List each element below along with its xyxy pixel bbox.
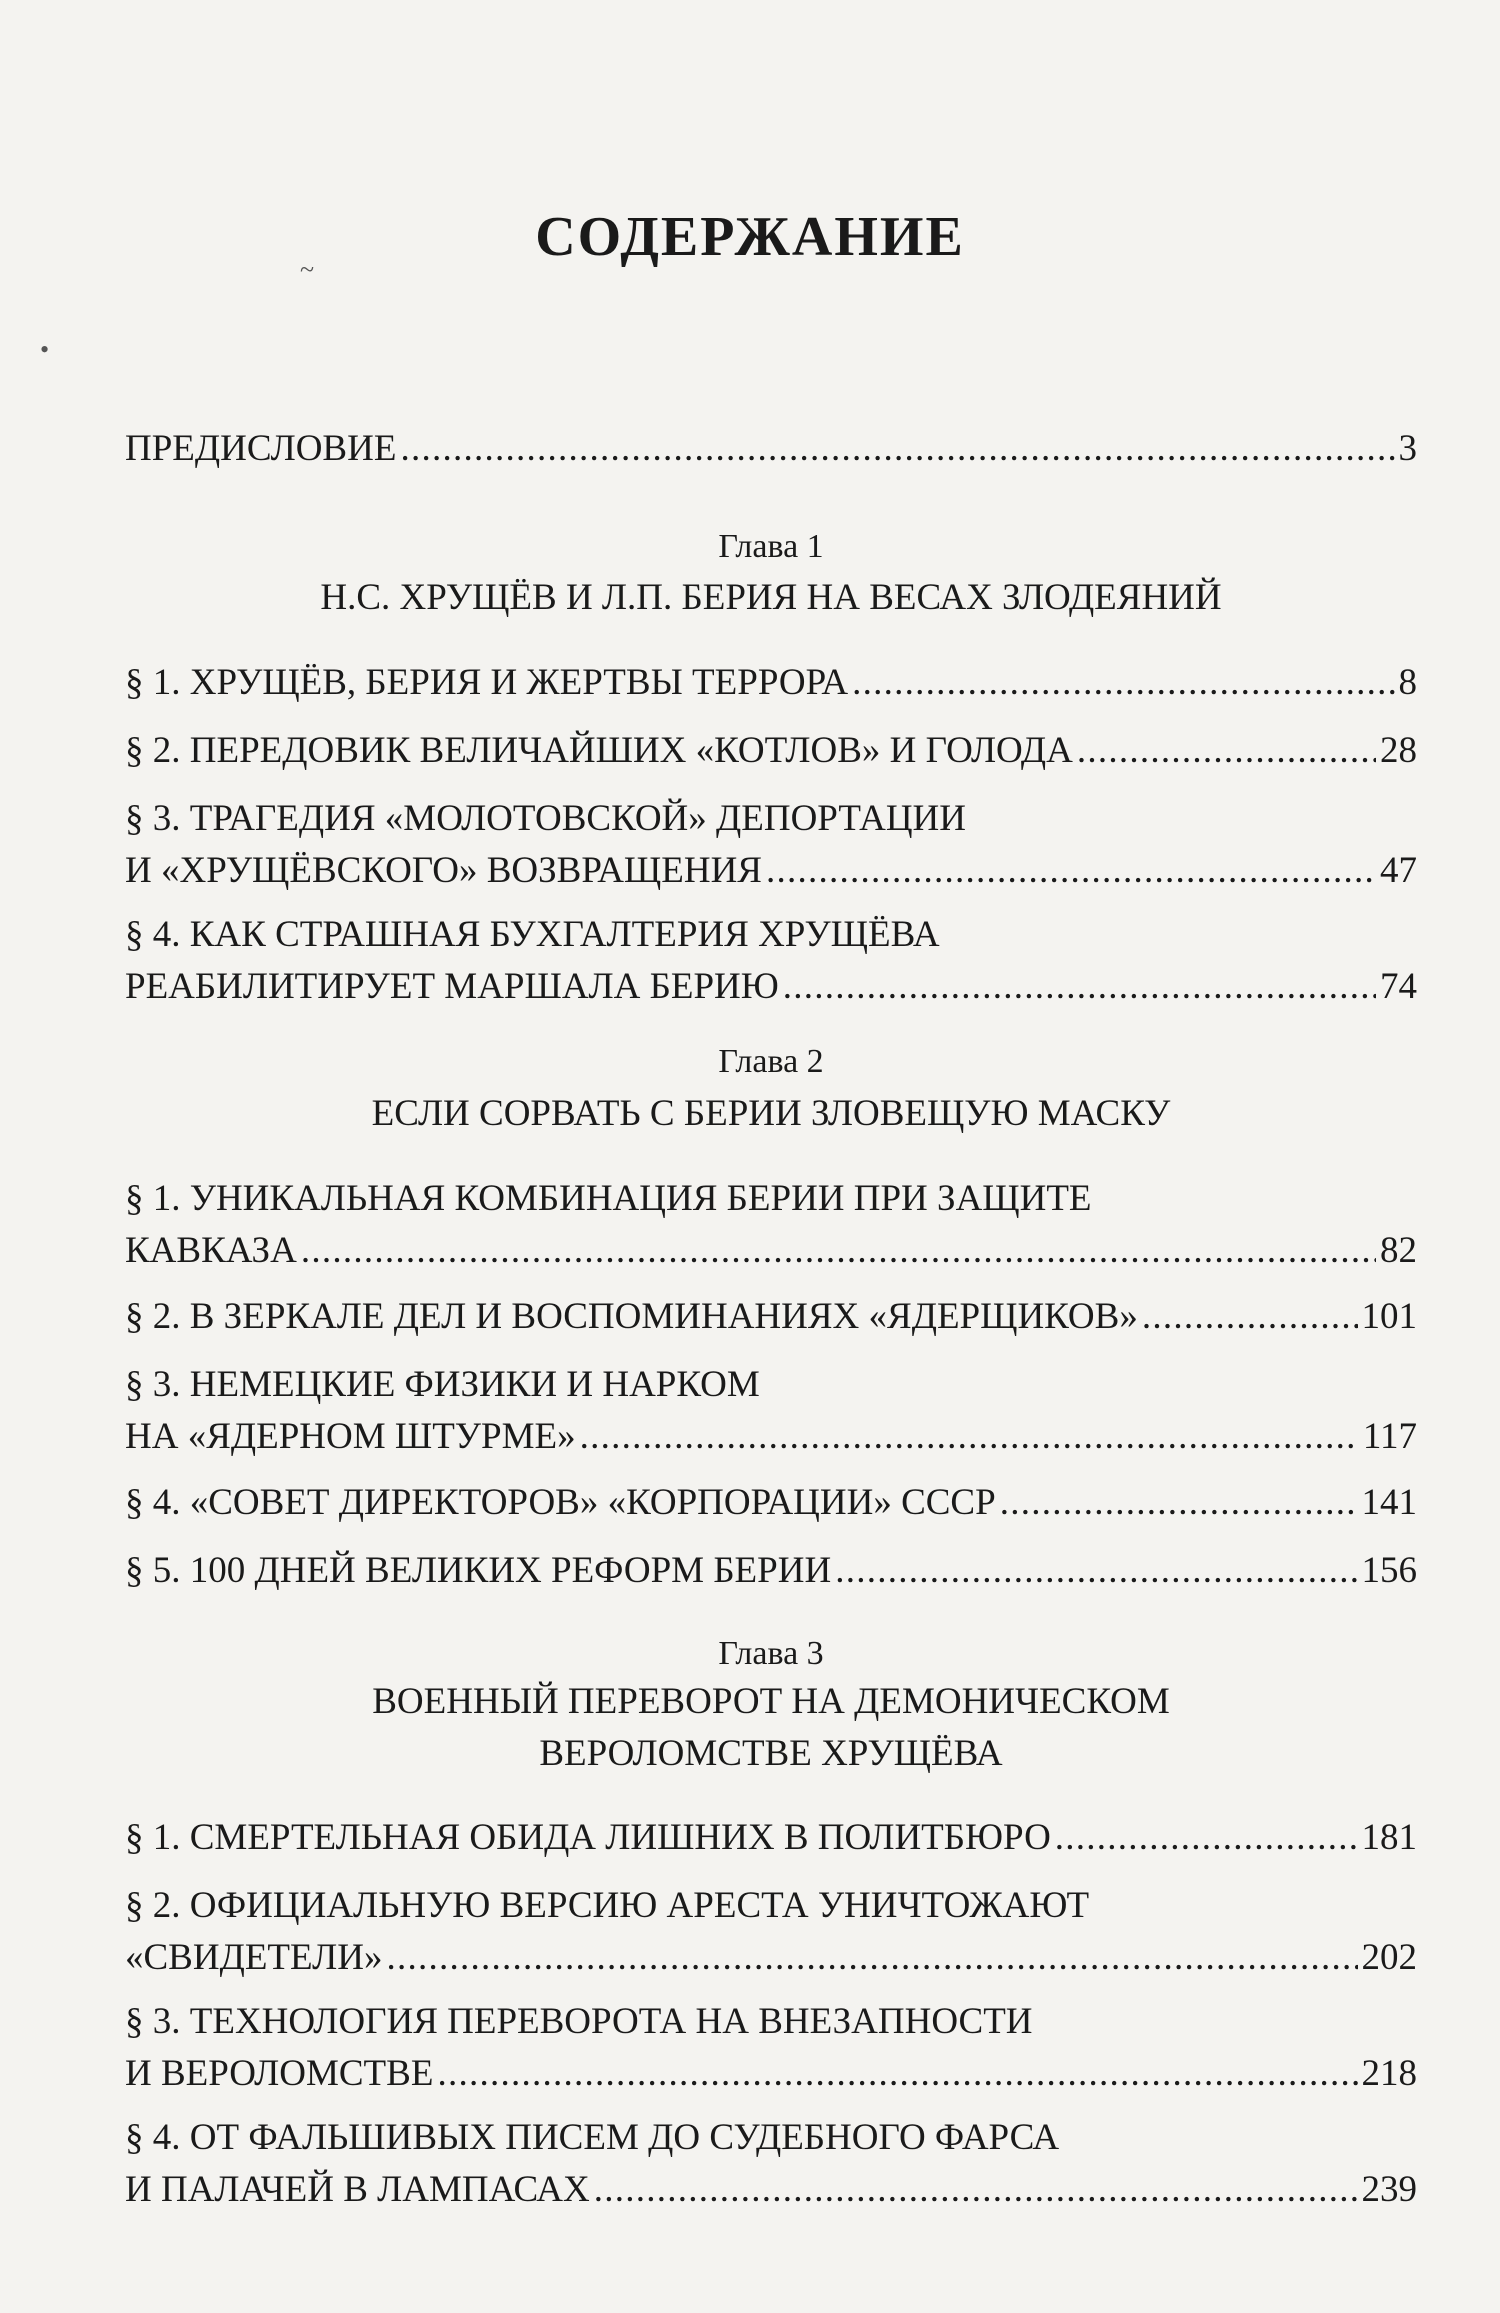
toc-entry-page: 28: [1380, 730, 1417, 771]
toc-entry-page: 3: [1398, 428, 1417, 469]
leader-dots: [783, 961, 1376, 1013]
toc-entry-title-line2: И «ХРУЩЁВСКОГО» ВОЗВРАЩЕНИЯ: [125, 850, 762, 891]
toc-entry-page: 8: [1398, 662, 1417, 703]
toc-entry[interactable]: [125, 1173, 1417, 1277]
toc-entry-preface[interactable]: [125, 423, 1417, 475]
toc-entry-page: 141: [1361, 1482, 1417, 1523]
toc-entry-page: 181: [1361, 1817, 1417, 1858]
toc-entry-title-line1: § 3. ТЕХНОЛОГИЯ ПЕРЕВОРОТА НА ВНЕЗАПНОСТИ: [125, 2001, 1033, 2042]
toc-entry-title: § 4. «СОВЕТ ДИРЕКТОРОВ» «КОРПОРАЦИИ» СССР: [125, 1482, 996, 1523]
leader-dots: [301, 1225, 1376, 1277]
leader-dots: [1077, 725, 1376, 777]
toc-entry[interactable]: [125, 1996, 1417, 2100]
toc-entry[interactable]: [125, 909, 1417, 1013]
toc-entry-title-line1: § 3. НЕМЕЦКИЕ ФИЗИКИ И НАРКОМ: [125, 1364, 760, 1405]
toc-entry-title: § 5. 100 ДНЕЙ ВЕЛИКИХ РЕФОРМ БЕРИИ: [125, 1550, 832, 1591]
toc-entry-title: § 1. ХРУЩЁВ, БЕРИЯ И ЖЕРТВЫ ТЕРРОРА: [125, 662, 849, 703]
toc-entry-title-line1: § 1. УНИКАЛЬНАЯ КОМБИНАЦИЯ БЕРИИ ПРИ ЗАЩИТЕ: [125, 1178, 1092, 1219]
toc-entry-title-line1: § 4. ОТ ФАЛЬШИВЫХ ПИСЕМ ДО СУДЕБНОГО ФАРСА: [125, 2117, 1060, 2158]
toc-entry[interactable]: [125, 725, 1417, 777]
chapter-title: ЕСЛИ СОРВАТЬ С БЕРИИ ЗЛОВЕЩУЮ МАСКУ: [371, 1093, 1171, 1134]
toc-entry-page: 74: [1380, 966, 1417, 1007]
toc-entry-page: 117: [1362, 1416, 1417, 1457]
chapter-title: ВОЕННЫЙ ПЕРЕВОРОТ НА ДЕМОНИЧЕСКОМ: [372, 1681, 1170, 1722]
toc-entry-page: 47: [1380, 850, 1417, 891]
toc-entry-page: 202: [1361, 1937, 1417, 1978]
toc-entry-page: 218: [1361, 2053, 1417, 2094]
leader-dots: [766, 845, 1376, 897]
chapter-label: Глава 3: [718, 1635, 824, 1672]
toc-entry[interactable]: [125, 1291, 1417, 1343]
toc-entry-title: § 2. В ЗЕРКАЛЕ ДЕЛ И ВОСПОМИНАНИЯХ «ЯДЕРЩИКОВ»: [125, 1296, 1138, 1337]
toc-entry-title-line2: КАВКАЗА: [125, 1230, 297, 1271]
toc-entry[interactable]: [125, 1359, 1417, 1463]
toc-entry-page: 239: [1361, 2169, 1417, 2210]
toc-entry[interactable]: [125, 1812, 1417, 1864]
toc-entry[interactable]: [125, 793, 1417, 897]
toc-entry-page: 82: [1380, 1230, 1417, 1271]
toc-entry[interactable]: [125, 2112, 1417, 2216]
leader-dots: [580, 1411, 1359, 1463]
chapter-title: Н.С. ХРУЩЁВ И Л.П. БЕРИЯ НА ВЕСАХ ЗЛОДЕЯНИЙ: [320, 577, 1222, 618]
page-title: СОДЕРЖАНИЕ: [535, 206, 965, 268]
chapter-title-line2: ВЕРОЛОМСТВЕ ХРУЩЁВА: [539, 1733, 1003, 1774]
toc-entry-page: 156: [1361, 1550, 1417, 1591]
toc-entry[interactable]: [125, 1880, 1417, 1984]
toc-entry-title-line1: § 3. ТРАГЕДИЯ «МОЛОТОВСКОЙ» ДЕПОРТАЦИИ: [125, 798, 966, 839]
leader-dots: [835, 1545, 1357, 1597]
leader-dots: [437, 2048, 1357, 2100]
toc-entry-title-line1: § 2. ОФИЦИАЛЬНУЮ ВЕРСИЮ АРЕСТА УНИЧТОЖАЮТ: [125, 1885, 1090, 1926]
toc-entry[interactable]: [125, 1477, 1417, 1529]
print-mark: •: [40, 335, 50, 364]
print-mark: ~: [300, 255, 315, 284]
toc-entry[interactable]: [125, 657, 1417, 709]
leader-dots: [594, 2164, 1358, 2216]
chapter-label: Глава 1: [718, 528, 824, 565]
toc-entry-title: ПРЕДИСЛОВИЕ: [125, 428, 397, 469]
leader-dots: [852, 657, 1394, 709]
toc-entry-title-line2: И ВЕРОЛОМСТВЕ: [125, 2053, 434, 2094]
toc-entry-title-line2: РЕАБИЛИТИРУЕТ МАРШАЛА БЕРИЮ: [125, 966, 779, 1007]
toc-entry-title-line2: НА «ЯДЕРНОМ ШТУРМЕ»: [125, 1416, 576, 1457]
leader-dots: [1142, 1291, 1358, 1343]
leader-dots: [1000, 1477, 1358, 1529]
leader-dots: [386, 1932, 1357, 1984]
leader-dots: [400, 423, 1394, 475]
toc-entry-title-line2: «СВИДЕТЕЛИ»: [125, 1937, 383, 1978]
toc-entry[interactable]: [125, 1545, 1417, 1597]
leader-dots: [1055, 1812, 1358, 1864]
chapter-label: Глава 2: [718, 1043, 824, 1080]
toc-entry-title-line2: И ПАЛАЧЕЙ В ЛАМПАСАХ: [125, 2169, 590, 2210]
toc-entry-title: § 1. СМЕРТЕЛЬНАЯ ОБИДА ЛИШНИХ В ПОЛИТБЮРО: [125, 1817, 1051, 1858]
toc-entry-title: § 2. ПЕРЕДОВИК ВЕЛИЧАЙШИХ «КОТЛОВ» И ГОЛОДА: [125, 730, 1073, 771]
toc-entry-title-line1: § 4. КАК СТРАШНАЯ БУХГАЛТЕРИЯ ХРУЩЁВА: [125, 914, 940, 955]
toc-entry-page: 101: [1361, 1296, 1417, 1337]
